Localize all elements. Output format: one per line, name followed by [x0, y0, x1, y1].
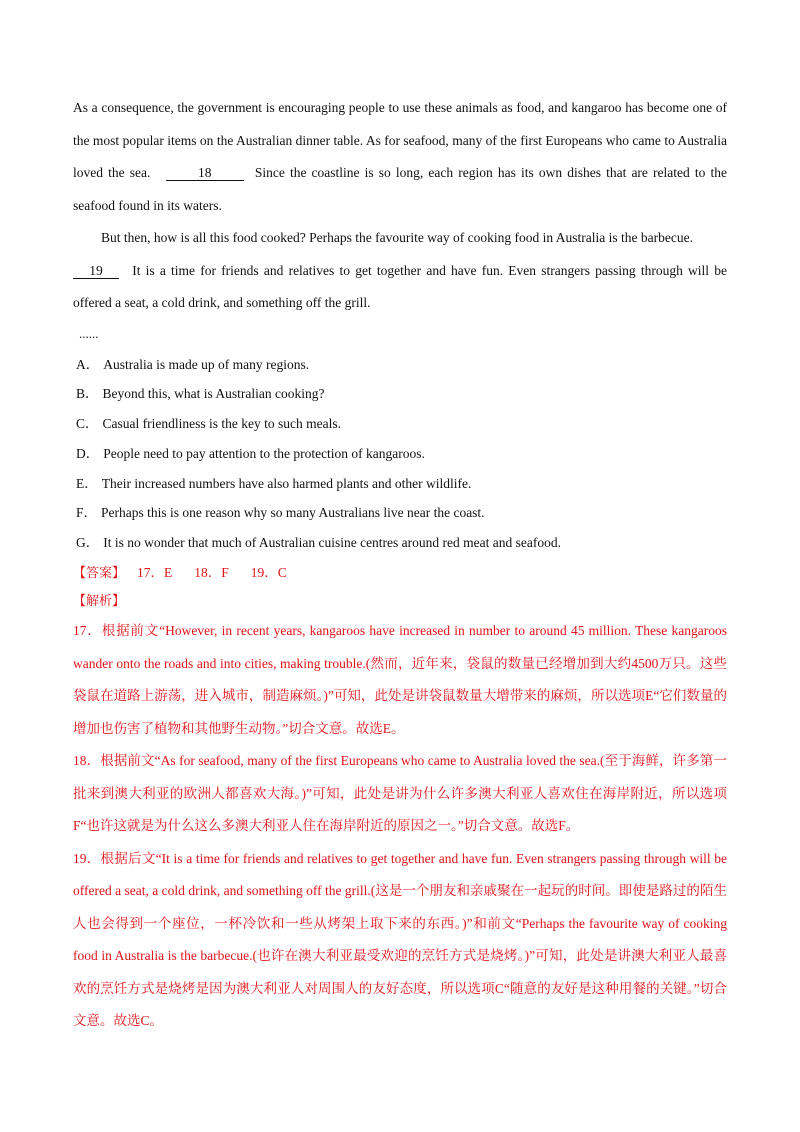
option-letter: G．: [76, 535, 100, 551]
option-letter: D．: [76, 445, 100, 461]
answer-values: [137, 565, 309, 580]
answer-17: 17．E: [137, 565, 173, 581]
passage-p2-text-b: It is a time for friends and relatives to get together and have fun. Even strangers passing through will be offered a seat, a cold drink, and something off the grill.: [73, 262, 727, 310]
option-letter: E．: [76, 475, 98, 491]
option-text: Their increased numbers have also harmed plants and other wildlife.: [101, 475, 472, 491]
option-letter: A．: [76, 356, 100, 372]
answer-19: 19．C: [250, 565, 287, 581]
option-text: Casual friendliness is the key to such meals.: [102, 416, 341, 432]
option-b: [73, 379, 727, 409]
answer-line: [73, 558, 727, 589]
option-letter: B．: [76, 386, 99, 402]
analysis-18: 18．根据前文“As for seafood, many of the first Europeans who came to Australia loved the sea.(至于海鲜，许多第一批来到澳大利亚的欧洲人都喜欢大海。)”可知，此处是讲为什么许多澳大利亚人喜欢住在海岸附近，所以选项F“也许这就是为什么这么多澳大利亚人住在海岸附近的原因之一。”切合文意。故选F。: [73, 753, 727, 834]
analysis-17: 17．根据前文“However, in recent years, kangaroos have increased in number to around 45 million. These kangaroos wander onto the roads and into cities, making trouble.(然而，近年来，袋鼠的数量已经增加到大约4500万只。这些袋鼠在道路上游荡，进入城市，制造麻烦。)”可知，此处是讲袋鼠数量大增带来的麻烦，所以选项E“它们数量的增加也伤害了植物和其他野生动物。”切合文意。故选E。: [73, 623, 727, 736]
blank-19: 19: [73, 263, 119, 279]
option-c: [73, 409, 727, 439]
option-d: [73, 439, 727, 469]
analysis-label: 【解析】: [73, 594, 126, 610]
answer-18: 18．F: [194, 565, 229, 581]
option-text: Beyond this, what is Australian cooking?: [102, 386, 325, 402]
option-e: [73, 469, 727, 499]
option-text: Perhaps this is one reason why so many Australians live near the coast.: [101, 505, 485, 521]
option-text: It is no wonder that much of Australian cuisine centres around red meat and seafood.: [103, 535, 561, 551]
option-letter: F．: [76, 505, 98, 521]
option-letter: C．: [76, 416, 99, 432]
option-g: [73, 528, 727, 558]
passage-paragraph-2-cont: [73, 255, 727, 320]
blank-18: 18: [166, 165, 244, 181]
passage-p1-text-b: Since the coastline is so long, each region has its own dishes that are related to the seafood found in its waters.: [73, 165, 727, 213]
answer-label: 【答案】: [73, 566, 126, 582]
options-list: [73, 350, 727, 559]
option-f: [73, 498, 727, 528]
document-page: [73, 92, 727, 1038]
option-text: Australia is made up of many regions.: [103, 356, 310, 372]
passage-paragraph-1: [73, 92, 727, 222]
option-a: [73, 350, 727, 380]
option-text: People need to pay attention to the protection of kangaroos.: [103, 445, 425, 461]
passage-paragraph-2: [73, 222, 727, 255]
ellipsis: ......: [79, 325, 99, 341]
passage-p1-text-a: As a consequence, the government is encouraging people to use these animals as food, and kangaroo has become one of the most popular items on the Australian dinner table. As for seafood, many of the first Europeans who came to Australia loved the sea.: [73, 100, 727, 180]
passage-p2-text-a: But then, how is all this food cooked? Perhaps the favourite way of cooking food in Australia is the barbecue.: [101, 230, 693, 245]
analysis-19: 19．根据后文“It is a time for friends and relatives to get together and have fun. Even strangers passing through will be offered a seat, a cold drink, and something off the grill.(这是一个朋友和亲戚聚在一起玩的时间。即使是路过的陌生人也会得到一个座位，一杯冷饮和一些从烤架上取下来的东西。)”和前文“Perhaps the favourite way of cooking food in Australia is the barbecue.(也许在澳大利亚最受欢迎的烹饪方式是烧烤。)”可知，此处是讲澳大利亚人最喜欢的烹饪方式是烧烤是因为澳大利亚人对周围人的友好态度，所以选项C“随意的友好是这种用餐的关键。”切合文意。故选C。: [73, 850, 727, 1029]
